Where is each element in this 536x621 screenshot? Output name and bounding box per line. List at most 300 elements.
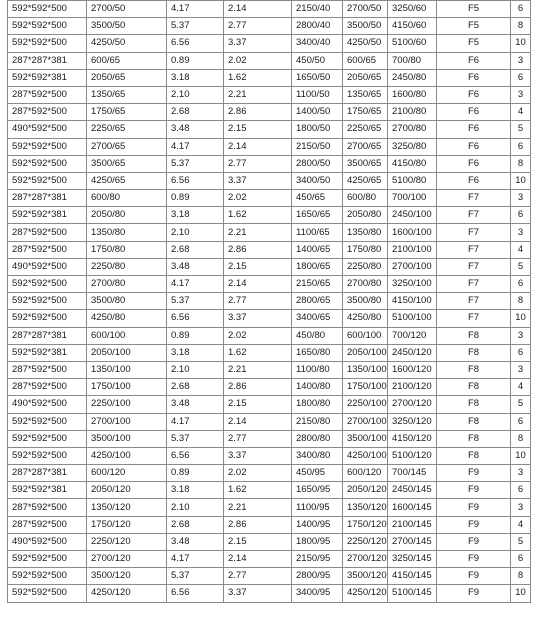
airflow-low-cell: 1800/95 <box>292 533 343 550</box>
airflow-cell: 2250/65 <box>87 121 167 138</box>
table-row <box>8 121 531 138</box>
value-a-cell: 3.18 <box>167 207 224 224</box>
value-a-cell: 2.10 <box>167 224 224 241</box>
size-cell: 287*287*381 <box>8 327 87 344</box>
airflow-high-cell: 1600/80 <box>388 86 437 103</box>
table-row <box>8 499 531 516</box>
class-cell: F6 <box>437 86 511 103</box>
airflow-high-cell: 2700/80 <box>388 121 437 138</box>
airflow-cell: 600/65 <box>87 52 167 69</box>
table-row <box>8 533 531 550</box>
table-row <box>8 207 531 224</box>
count-cell: 10 <box>511 585 531 602</box>
airflow-high-cell: 2100/145 <box>388 516 437 533</box>
airflow-high-cell: 4150/145 <box>388 568 437 585</box>
airflow-high-cell: 5100/60 <box>388 35 437 52</box>
table-row <box>8 430 531 447</box>
airflow-low-cell: 450/50 <box>292 52 343 69</box>
airflow-mid-cell: 3500/120 <box>343 568 388 585</box>
value-b-cell: 1.62 <box>224 69 292 86</box>
value-a-cell: 0.89 <box>167 52 224 69</box>
class-cell: F6 <box>437 155 511 172</box>
airflow-low-cell: 2150/50 <box>292 138 343 155</box>
count-cell: 8 <box>511 430 531 447</box>
class-cell: F9 <box>437 551 511 568</box>
class-cell: F8 <box>437 379 511 396</box>
airflow-mid-cell: 3500/100 <box>343 430 388 447</box>
airflow-high-cell: 2450/100 <box>388 207 437 224</box>
value-a-cell: 6.56 <box>167 310 224 327</box>
class-cell: F8 <box>437 430 511 447</box>
table-row <box>8 138 531 155</box>
class-cell: F5 <box>437 35 511 52</box>
count-cell: 6 <box>511 207 531 224</box>
table-row <box>8 516 531 533</box>
value-a-cell: 5.37 <box>167 430 224 447</box>
airflow-cell: 2250/80 <box>87 258 167 275</box>
airflow-low-cell: 3400/65 <box>292 310 343 327</box>
table-row <box>8 18 531 35</box>
class-cell: F6 <box>437 104 511 121</box>
airflow-low-cell: 1100/80 <box>292 361 343 378</box>
airflow-mid-cell: 4250/100 <box>343 447 388 464</box>
table-container <box>7 0 531 603</box>
count-cell: 10 <box>511 310 531 327</box>
class-cell: F9 <box>437 465 511 482</box>
class-cell: F6 <box>437 172 511 189</box>
airflow-high-cell: 3250/100 <box>388 276 437 293</box>
airflow-low-cell: 3400/80 <box>292 447 343 464</box>
count-cell: 6 <box>511 413 531 430</box>
count-cell: 3 <box>511 499 531 516</box>
filter-spec-table <box>7 0 531 603</box>
value-a-cell: 4.17 <box>167 1 224 18</box>
value-b-cell: 2.02 <box>224 465 292 482</box>
airflow-low-cell: 2800/65 <box>292 293 343 310</box>
value-b-cell: 2.02 <box>224 327 292 344</box>
airflow-high-cell: 2450/120 <box>388 344 437 361</box>
airflow-mid-cell: 2250/120 <box>343 533 388 550</box>
airflow-cell: 2700/100 <box>87 413 167 430</box>
class-cell: F7 <box>437 310 511 327</box>
airflow-mid-cell: 600/120 <box>343 465 388 482</box>
size-cell: 592*592*500 <box>8 585 87 602</box>
count-cell: 3 <box>511 327 531 344</box>
value-a-cell: 0.89 <box>167 190 224 207</box>
class-cell: F9 <box>437 499 511 516</box>
table-body <box>8 1 531 603</box>
airflow-high-cell: 1600/145 <box>388 499 437 516</box>
airflow-cell: 4250/65 <box>87 172 167 189</box>
airflow-high-cell: 2450/80 <box>388 69 437 86</box>
airflow-mid-cell: 1750/120 <box>343 516 388 533</box>
count-cell: 4 <box>511 104 531 121</box>
airflow-low-cell: 1100/65 <box>292 224 343 241</box>
airflow-high-cell: 3250/120 <box>388 413 437 430</box>
class-cell: F7 <box>437 190 511 207</box>
value-b-cell: 2.14 <box>224 276 292 293</box>
airflow-cell: 4250/100 <box>87 447 167 464</box>
airflow-mid-cell: 600/65 <box>343 52 388 69</box>
airflow-high-cell: 2100/120 <box>388 379 437 396</box>
size-cell: 287*592*500 <box>8 224 87 241</box>
size-cell: 287*592*500 <box>8 379 87 396</box>
class-cell: F7 <box>437 276 511 293</box>
value-b-cell: 2.77 <box>224 293 292 310</box>
airflow-high-cell: 4150/60 <box>388 18 437 35</box>
size-cell: 287*287*381 <box>8 52 87 69</box>
value-a-cell: 4.17 <box>167 276 224 293</box>
airflow-low-cell: 1400/65 <box>292 241 343 258</box>
count-cell: 6 <box>511 344 531 361</box>
airflow-mid-cell: 2700/80 <box>343 276 388 293</box>
count-cell: 3 <box>511 52 531 69</box>
class-cell: F7 <box>437 224 511 241</box>
value-a-cell: 5.37 <box>167 18 224 35</box>
value-b-cell: 2.15 <box>224 396 292 413</box>
table-row <box>8 69 531 86</box>
size-cell: 490*592*500 <box>8 396 87 413</box>
value-b-cell: 2.21 <box>224 499 292 516</box>
airflow-mid-cell: 1350/120 <box>343 499 388 516</box>
value-b-cell: 2.86 <box>224 104 292 121</box>
value-a-cell: 6.56 <box>167 585 224 602</box>
table-row <box>8 258 531 275</box>
size-cell: 490*592*500 <box>8 121 87 138</box>
airflow-low-cell: 3400/40 <box>292 35 343 52</box>
airflow-cell: 2050/65 <box>87 69 167 86</box>
airflow-low-cell: 450/80 <box>292 327 343 344</box>
value-b-cell: 1.62 <box>224 344 292 361</box>
size-cell: 287*592*500 <box>8 241 87 258</box>
airflow-cell: 3500/120 <box>87 568 167 585</box>
airflow-cell: 2700/80 <box>87 276 167 293</box>
airflow-mid-cell: 2700/65 <box>343 138 388 155</box>
airflow-high-cell: 700/120 <box>388 327 437 344</box>
airflow-low-cell: 2150/40 <box>292 1 343 18</box>
value-b-cell: 2.02 <box>224 52 292 69</box>
airflow-cell: 1750/80 <box>87 241 167 258</box>
airflow-low-cell: 2800/50 <box>292 155 343 172</box>
airflow-low-cell: 1800/50 <box>292 121 343 138</box>
airflow-cell: 1350/100 <box>87 361 167 378</box>
value-b-cell: 1.62 <box>224 207 292 224</box>
count-cell: 6 <box>511 551 531 568</box>
airflow-mid-cell: 2050/100 <box>343 344 388 361</box>
airflow-low-cell: 1400/80 <box>292 379 343 396</box>
table-row <box>8 293 531 310</box>
value-a-cell: 2.68 <box>167 104 224 121</box>
class-cell: F9 <box>437 533 511 550</box>
airflow-mid-cell: 2250/100 <box>343 396 388 413</box>
class-cell: F9 <box>437 516 511 533</box>
class-cell: F9 <box>437 482 511 499</box>
count-cell: 6 <box>511 1 531 18</box>
size-cell: 592*592*500 <box>8 293 87 310</box>
class-cell: F6 <box>437 121 511 138</box>
table-row <box>8 224 531 241</box>
value-a-cell: 3.48 <box>167 396 224 413</box>
airflow-mid-cell: 1750/65 <box>343 104 388 121</box>
airflow-low-cell: 450/95 <box>292 465 343 482</box>
value-a-cell: 4.17 <box>167 551 224 568</box>
airflow-high-cell: 2700/100 <box>388 258 437 275</box>
size-cell: 592*592*500 <box>8 551 87 568</box>
size-cell: 592*592*381 <box>8 207 87 224</box>
airflow-low-cell: 1800/65 <box>292 258 343 275</box>
value-b-cell: 2.15 <box>224 533 292 550</box>
value-a-cell: 3.48 <box>167 258 224 275</box>
size-cell: 287*287*381 <box>8 190 87 207</box>
value-a-cell: 2.68 <box>167 241 224 258</box>
table-row <box>8 361 531 378</box>
class-cell: F5 <box>437 1 511 18</box>
class-cell: F8 <box>437 447 511 464</box>
airflow-cell: 2050/100 <box>87 344 167 361</box>
airflow-mid-cell: 2250/65 <box>343 121 388 138</box>
size-cell: 287*592*500 <box>8 361 87 378</box>
airflow-high-cell: 2700/120 <box>388 396 437 413</box>
airflow-cell: 2250/120 <box>87 533 167 550</box>
airflow-mid-cell: 3500/50 <box>343 18 388 35</box>
value-a-cell: 3.48 <box>167 121 224 138</box>
airflow-low-cell: 1400/50 <box>292 104 343 121</box>
airflow-high-cell: 700/145 <box>388 465 437 482</box>
airflow-mid-cell: 3500/65 <box>343 155 388 172</box>
class-cell: F8 <box>437 413 511 430</box>
count-cell: 3 <box>511 86 531 103</box>
airflow-cell: 1750/65 <box>87 104 167 121</box>
table-row <box>8 172 531 189</box>
airflow-cell: 2700/50 <box>87 1 167 18</box>
value-b-cell: 2.77 <box>224 568 292 585</box>
value-b-cell: 3.37 <box>224 172 292 189</box>
value-a-cell: 2.10 <box>167 499 224 516</box>
count-cell: 4 <box>511 516 531 533</box>
count-cell: 10 <box>511 447 531 464</box>
airflow-cell: 3500/80 <box>87 293 167 310</box>
airflow-cell: 3500/100 <box>87 430 167 447</box>
table-row <box>8 276 531 293</box>
count-cell: 5 <box>511 258 531 275</box>
class-cell: F8 <box>437 344 511 361</box>
airflow-high-cell: 5100/80 <box>388 172 437 189</box>
table-row <box>8 413 531 430</box>
count-cell: 5 <box>511 121 531 138</box>
airflow-cell: 1350/80 <box>87 224 167 241</box>
table-row <box>8 35 531 52</box>
count-cell: 8 <box>511 155 531 172</box>
size-cell: 592*592*500 <box>8 18 87 35</box>
airflow-high-cell: 4150/120 <box>388 430 437 447</box>
size-cell: 592*592*500 <box>8 413 87 430</box>
airflow-low-cell: 1650/65 <box>292 207 343 224</box>
value-b-cell: 2.77 <box>224 18 292 35</box>
count-cell: 3 <box>511 465 531 482</box>
class-cell: F6 <box>437 69 511 86</box>
value-b-cell: 2.21 <box>224 86 292 103</box>
airflow-low-cell: 1400/95 <box>292 516 343 533</box>
value-b-cell: 3.37 <box>224 35 292 52</box>
airflow-mid-cell: 4250/80 <box>343 310 388 327</box>
size-cell: 592*592*500 <box>8 276 87 293</box>
airflow-cell: 600/80 <box>87 190 167 207</box>
airflow-high-cell: 2100/100 <box>388 241 437 258</box>
size-cell: 490*592*500 <box>8 258 87 275</box>
airflow-cell: 2050/120 <box>87 482 167 499</box>
airflow-mid-cell: 2050/65 <box>343 69 388 86</box>
airflow-low-cell: 2800/80 <box>292 430 343 447</box>
value-b-cell: 2.86 <box>224 379 292 396</box>
size-cell: 592*592*500 <box>8 568 87 585</box>
table-row <box>8 1 531 18</box>
value-b-cell: 2.86 <box>224 516 292 533</box>
airflow-mid-cell: 4250/50 <box>343 35 388 52</box>
table-row <box>8 327 531 344</box>
count-cell: 6 <box>511 276 531 293</box>
count-cell: 8 <box>511 18 531 35</box>
table-row <box>8 190 531 207</box>
table-row <box>8 482 531 499</box>
value-a-cell: 5.37 <box>167 568 224 585</box>
value-b-cell: 3.37 <box>224 447 292 464</box>
class-cell: F7 <box>437 293 511 310</box>
value-b-cell: 2.21 <box>224 224 292 241</box>
count-cell: 10 <box>511 172 531 189</box>
size-cell: 592*592*500 <box>8 155 87 172</box>
count-cell: 6 <box>511 69 531 86</box>
value-b-cell: 2.77 <box>224 155 292 172</box>
count-cell: 8 <box>511 293 531 310</box>
airflow-cell: 1350/65 <box>87 86 167 103</box>
value-a-cell: 2.68 <box>167 516 224 533</box>
table-row <box>8 585 531 602</box>
airflow-mid-cell: 2700/50 <box>343 1 388 18</box>
airflow-high-cell: 2100/80 <box>388 104 437 121</box>
airflow-cell: 3500/65 <box>87 155 167 172</box>
table-row <box>8 86 531 103</box>
airflow-mid-cell: 1350/80 <box>343 224 388 241</box>
value-b-cell: 2.14 <box>224 138 292 155</box>
count-cell: 5 <box>511 533 531 550</box>
value-b-cell: 2.14 <box>224 1 292 18</box>
airflow-high-cell: 1600/120 <box>388 361 437 378</box>
value-a-cell: 4.17 <box>167 138 224 155</box>
airflow-low-cell: 450/65 <box>292 190 343 207</box>
value-a-cell: 3.48 <box>167 533 224 550</box>
airflow-mid-cell: 600/100 <box>343 327 388 344</box>
airflow-mid-cell: 3500/80 <box>343 293 388 310</box>
airflow-high-cell: 700/80 <box>388 52 437 69</box>
table-row <box>8 551 531 568</box>
value-a-cell: 5.37 <box>167 293 224 310</box>
table-row <box>8 344 531 361</box>
value-a-cell: 6.56 <box>167 35 224 52</box>
table-row <box>8 447 531 464</box>
value-b-cell: 3.37 <box>224 585 292 602</box>
table-row <box>8 379 531 396</box>
table-row <box>8 568 531 585</box>
airflow-high-cell: 1600/100 <box>388 224 437 241</box>
airflow-mid-cell: 4250/65 <box>343 172 388 189</box>
table-row <box>8 155 531 172</box>
airflow-low-cell: 2800/40 <box>292 18 343 35</box>
size-cell: 287*592*500 <box>8 86 87 103</box>
value-a-cell: 3.18 <box>167 69 224 86</box>
count-cell: 6 <box>511 482 531 499</box>
value-b-cell: 2.86 <box>224 241 292 258</box>
count-cell: 10 <box>511 35 531 52</box>
airflow-low-cell: 1100/50 <box>292 86 343 103</box>
class-cell: F8 <box>437 396 511 413</box>
value-a-cell: 2.10 <box>167 361 224 378</box>
value-b-cell: 2.14 <box>224 413 292 430</box>
value-b-cell: 2.15 <box>224 258 292 275</box>
class-cell: F6 <box>437 52 511 69</box>
airflow-low-cell: 2150/95 <box>292 551 343 568</box>
airflow-high-cell: 3250/60 <box>388 1 437 18</box>
value-a-cell: 6.56 <box>167 447 224 464</box>
size-cell: 287*592*500 <box>8 499 87 516</box>
airflow-mid-cell: 600/80 <box>343 190 388 207</box>
airflow-mid-cell: 1350/65 <box>343 86 388 103</box>
size-cell: 592*592*381 <box>8 344 87 361</box>
size-cell: 592*592*500 <box>8 447 87 464</box>
airflow-cell: 2050/80 <box>87 207 167 224</box>
airflow-mid-cell: 1750/100 <box>343 379 388 396</box>
size-cell: 592*592*500 <box>8 1 87 18</box>
size-cell: 287*592*500 <box>8 516 87 533</box>
count-cell: 8 <box>511 568 531 585</box>
value-b-cell: 3.37 <box>224 310 292 327</box>
airflow-high-cell: 2450/145 <box>388 482 437 499</box>
airflow-high-cell: 5100/145 <box>388 585 437 602</box>
size-cell: 592*592*500 <box>8 35 87 52</box>
airflow-mid-cell: 2700/120 <box>343 551 388 568</box>
airflow-low-cell: 2800/95 <box>292 568 343 585</box>
airflow-cell: 4250/80 <box>87 310 167 327</box>
airflow-cell: 2700/65 <box>87 138 167 155</box>
airflow-cell: 4250/50 <box>87 35 167 52</box>
airflow-mid-cell: 1350/100 <box>343 361 388 378</box>
value-a-cell: 3.18 <box>167 344 224 361</box>
size-cell: 287*287*381 <box>8 465 87 482</box>
airflow-cell: 2250/100 <box>87 396 167 413</box>
count-cell: 4 <box>511 379 531 396</box>
table-row <box>8 104 531 121</box>
size-cell: 592*592*381 <box>8 482 87 499</box>
count-cell: 5 <box>511 396 531 413</box>
size-cell: 592*592*500 <box>8 430 87 447</box>
value-a-cell: 0.89 <box>167 465 224 482</box>
class-cell: F6 <box>437 138 511 155</box>
table-row <box>8 396 531 413</box>
value-b-cell: 2.02 <box>224 190 292 207</box>
airflow-cell: 2700/120 <box>87 551 167 568</box>
class-cell: F7 <box>437 258 511 275</box>
airflow-mid-cell: 1750/80 <box>343 241 388 258</box>
airflow-high-cell: 5100/120 <box>388 447 437 464</box>
size-cell: 287*592*500 <box>8 104 87 121</box>
airflow-high-cell: 3250/145 <box>388 551 437 568</box>
airflow-cell: 600/100 <box>87 327 167 344</box>
count-cell: 4 <box>511 241 531 258</box>
airflow-cell: 4250/120 <box>87 585 167 602</box>
airflow-cell: 3500/50 <box>87 18 167 35</box>
value-b-cell: 1.62 <box>224 482 292 499</box>
airflow-mid-cell: 2700/100 <box>343 413 388 430</box>
airflow-low-cell: 1650/80 <box>292 344 343 361</box>
